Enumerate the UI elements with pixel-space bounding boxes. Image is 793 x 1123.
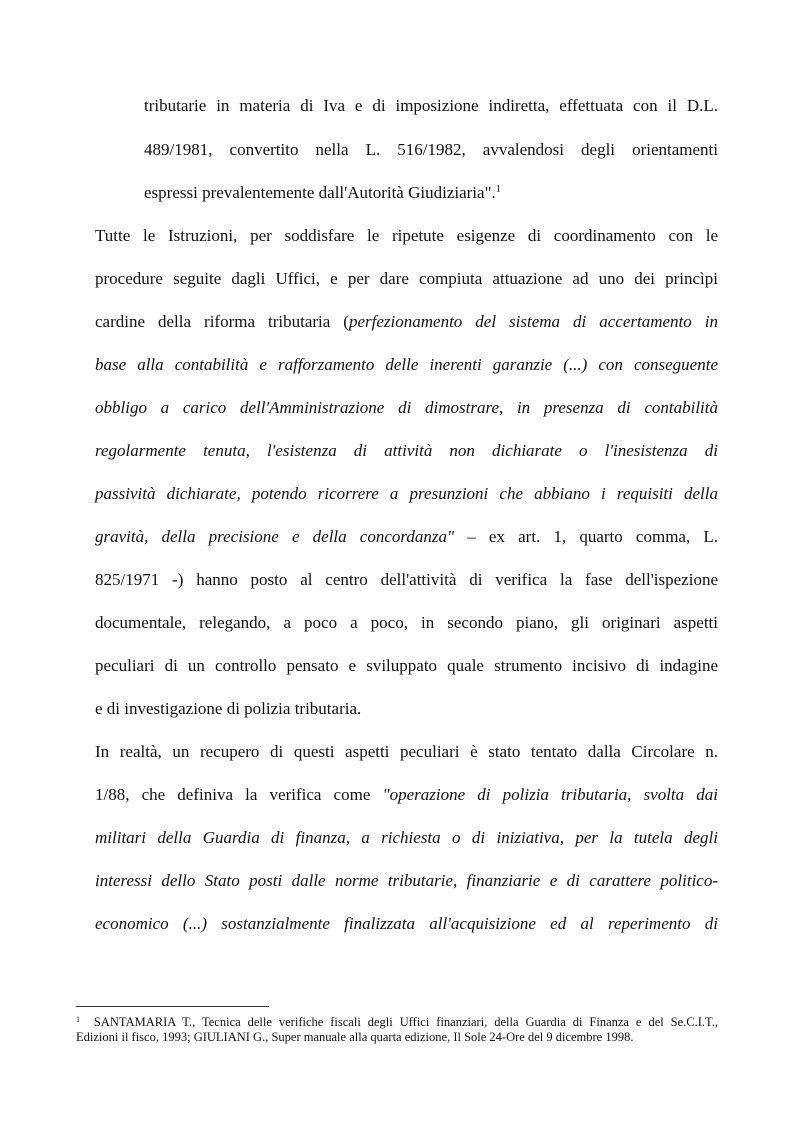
quote-line-3-text: espressi prevalentemente dall'Autorità Giudiziaria". xyxy=(144,183,496,202)
para1-line-8 xyxy=(95,527,718,547)
footnote-reference[interactable]: 1 xyxy=(495,184,501,195)
para1-line-8-roman: – ex art. 1, quarto comma, L. xyxy=(454,527,718,546)
quote-line-3 xyxy=(144,183,718,203)
footnote-separator xyxy=(76,1006,269,1007)
para1-line-7: passività dichiarate, potendo ricorrere a presunzioni che abbiano i requisiti della xyxy=(95,484,718,503)
para1-line-3 xyxy=(95,312,718,332)
para1-line-3-roman: cardine della riforma tributaria ( xyxy=(95,312,349,331)
para1-line-3-italic: perfezionamento del sistema di accertamento in xyxy=(348,312,718,331)
footnote-line-1-text: SANTAMARIA T., Tecnica delle verifiche fiscali degli Uffici finanziari, della Guardia di Finanza e del Se.C.I.T., xyxy=(93,1015,719,1029)
para1-line-9: 825/1971 -) hanno posto al centro dell'attività di verifica la fase dell'ispezione xyxy=(95,570,718,589)
para1-line-5: obbligo a carico dell'Amministrazione di dimostrare, in presenza di contabilità xyxy=(95,398,718,417)
para1-line-11: peculiari di un controllo pensato e sviluppato quale strumento incisivo di indagine xyxy=(95,656,718,675)
para2-line-2 xyxy=(95,785,718,805)
para2-line-5: economico (...) sostanzialmente finalizzata all'acquisizione ed al reperimento di xyxy=(95,914,718,933)
para2-line-2-roman: 1/88, che definiva la verifica come xyxy=(95,785,383,804)
para2-line-2-italic: "operazione di polizia tributaria, svolta dai xyxy=(382,785,718,804)
quote-line-1: tributarie in materia di Iva e di imposizione indiretta, effettuata con il D.L. xyxy=(144,96,718,115)
para2-line-4: interessi dello Stato posti dalle norme tributarie, finanziarie e di carattere politico- xyxy=(95,871,718,890)
para1-line-2: procedure seguite dagli Uffici, e per dare compiuta attuazione ad uno dei princìpi xyxy=(95,269,718,288)
para2-line-1: In realtà, un recupero di questi aspetti peculiari è stato tentato dalla Circolare n. xyxy=(95,742,718,761)
para2-line-3: militari della Guardia di finanza, a richiesta o di iniziativa, per la tutela degli xyxy=(95,828,718,847)
quote-line-2: 489/1981, convertito nella L. 516/1982, avvalendosi degli orientamenti xyxy=(144,140,718,159)
footnote-line-2: Edizioni il fisco, 1993; GIULIANI G., Super manuale alla quarta edizione, Il Sole 24-Ore del 9 dicembre 1998. xyxy=(76,1030,634,1044)
para1-line-6: regolarmente tenuta, l'esistenza di attività non dichiarate o l'inesistenza di xyxy=(95,441,718,460)
para1-line-4: base alla contabilità e rafforzamento delle inerenti garanzie (...) con conseguente xyxy=(95,355,718,374)
footnote-line-1 xyxy=(76,1015,718,1030)
para1-line-12: e di investigazione di polizia tributaria. xyxy=(95,699,362,718)
para1-line-8-italic: gravità, della precisione e della concordanza" xyxy=(95,527,455,546)
footnote-number: 1 xyxy=(76,1015,80,1024)
para1-line-10: documentale, relegando, a poco a poco, in secondo piano, gli originari aspetti xyxy=(95,613,718,632)
para1-line-1: Tutte le Istruzioni, per soddisfare le ripetute esigenze di coordinamento con le xyxy=(95,226,718,245)
